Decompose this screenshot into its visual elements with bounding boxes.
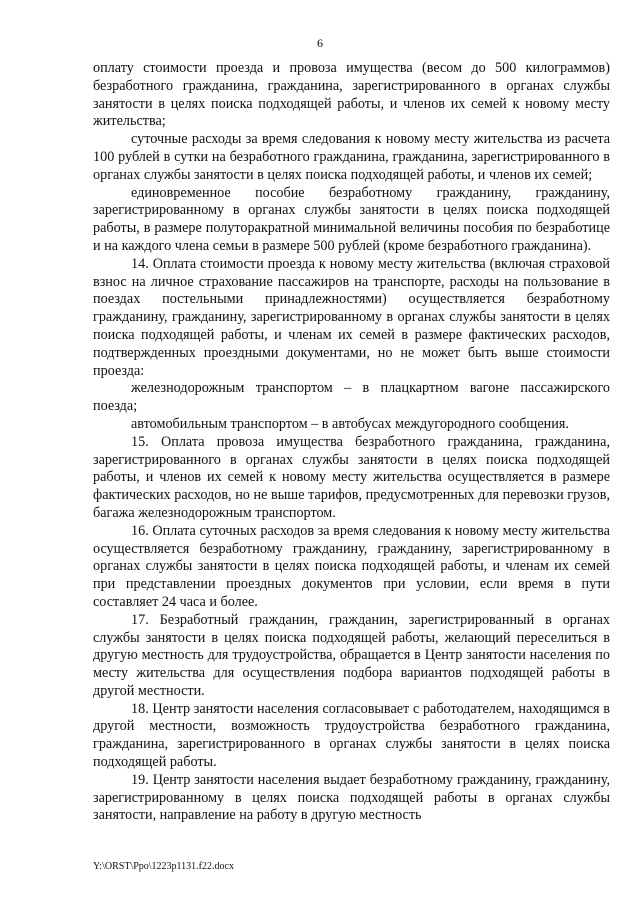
paragraph-travel-payment: оплату стоимости проезда и провоза имущества (весом до 500 килограммов) безработного гражданина, гражданина, зарегистрированного в органах службы занятости в целях поиска подходящей работы, и членов их семей к новому месту жительства; (93, 60, 610, 130)
paragraph-road-transport: автомобильным транспортом – в автобусах междугородного сообщения. (131, 415, 569, 432)
paragraph-18: 18. Центр занятости населения согласовывает с работодателем, находящимся в другой местности, возможность трудоустройства безработного гражданина, гражданина, зарегистрированного в органах службы занятости в целях поиска подходящей работы. (93, 700, 610, 771)
paragraph-lump-sum-benefit: единовременное пособие безработному гражданину, гражданину, зарегистрированному в органах службы занятости в целях поиска подходящей работы, в размере полуторакратной минимальной величины пособия по безработице и на каждого члена семьи в размере 500 рублей (кроме безработного гражданина). (93, 184, 610, 254)
paragraph-14: 14. Оплата стоимости проезда к новому месту жительства (включая страховой взнос на личное страхование пассажиров на транспорте, расходы на пользование в поездах постельными принадлежностями) осуществляется безработному гражданину, гражданину, зарегистрированному в органах службы занятости в целях поиска подходящей работы, и членам их семей в размере фактических расходов, подтвержденных проездными документами, но не может быть выше стоимости проезда: (93, 255, 610, 379)
footer-file-path: Y:\ORST\Ppo\1223p1131.f22.docx (93, 861, 234, 872)
page-number: 6 (317, 36, 323, 50)
paragraph-19: 19. Центр занятости населения выдает безработному гражданину, гражданину, зарегистрированному в целях поиска подходящей работы в органах службы занятости, направление на работу в другую местность (93, 771, 610, 824)
paragraph-17: 17. Безработный гражданин, гражданин, зарегистрированный в органах службы занятости в целях поиска подходящей работы, желающий переселиться в другую местность для трудоустройства, обращается в Центр занятости населения по месту жительства для осуществления подбора вариантов подходящей работы в другой местности. (93, 611, 610, 699)
paragraph-15: 15. Оплата провоза имущества безработного гражданина, гражданина, зарегистрированного в органах службы занятости в целях поиска подходящей работы, и членов их семей к новому месту жительства осуществляется в размере фактических расходов, но не выше тарифов, предусмотренных для перевозки грузов, багажа железнодорожным транспортом. (93, 433, 610, 521)
document-body (93, 60, 610, 825)
paragraph-daily-expenses: суточные расходы за время следования к новому месту жительства из расчета 100 рублей в сутки на безработного гражданина, гражданина, зарегистрированного в органах службы занятости в целях поиска подходящей работы, и членов их семей; (93, 131, 610, 183)
paragraph-16: 16. Оплата суточных расходов за время следования к новому месту жительства осуществляется безработному гражданину, гражданину, зарегистрированному в органах службы занятости в целях поиска подходящей работы, и членам их семей при представлении проездных документов при условии, если время в пути составляет 24 часа и более. (93, 522, 610, 610)
paragraph-rail-transport: железнодорожным транспортом – в плацкартном вагоне пассажирского поезда; (93, 380, 610, 415)
